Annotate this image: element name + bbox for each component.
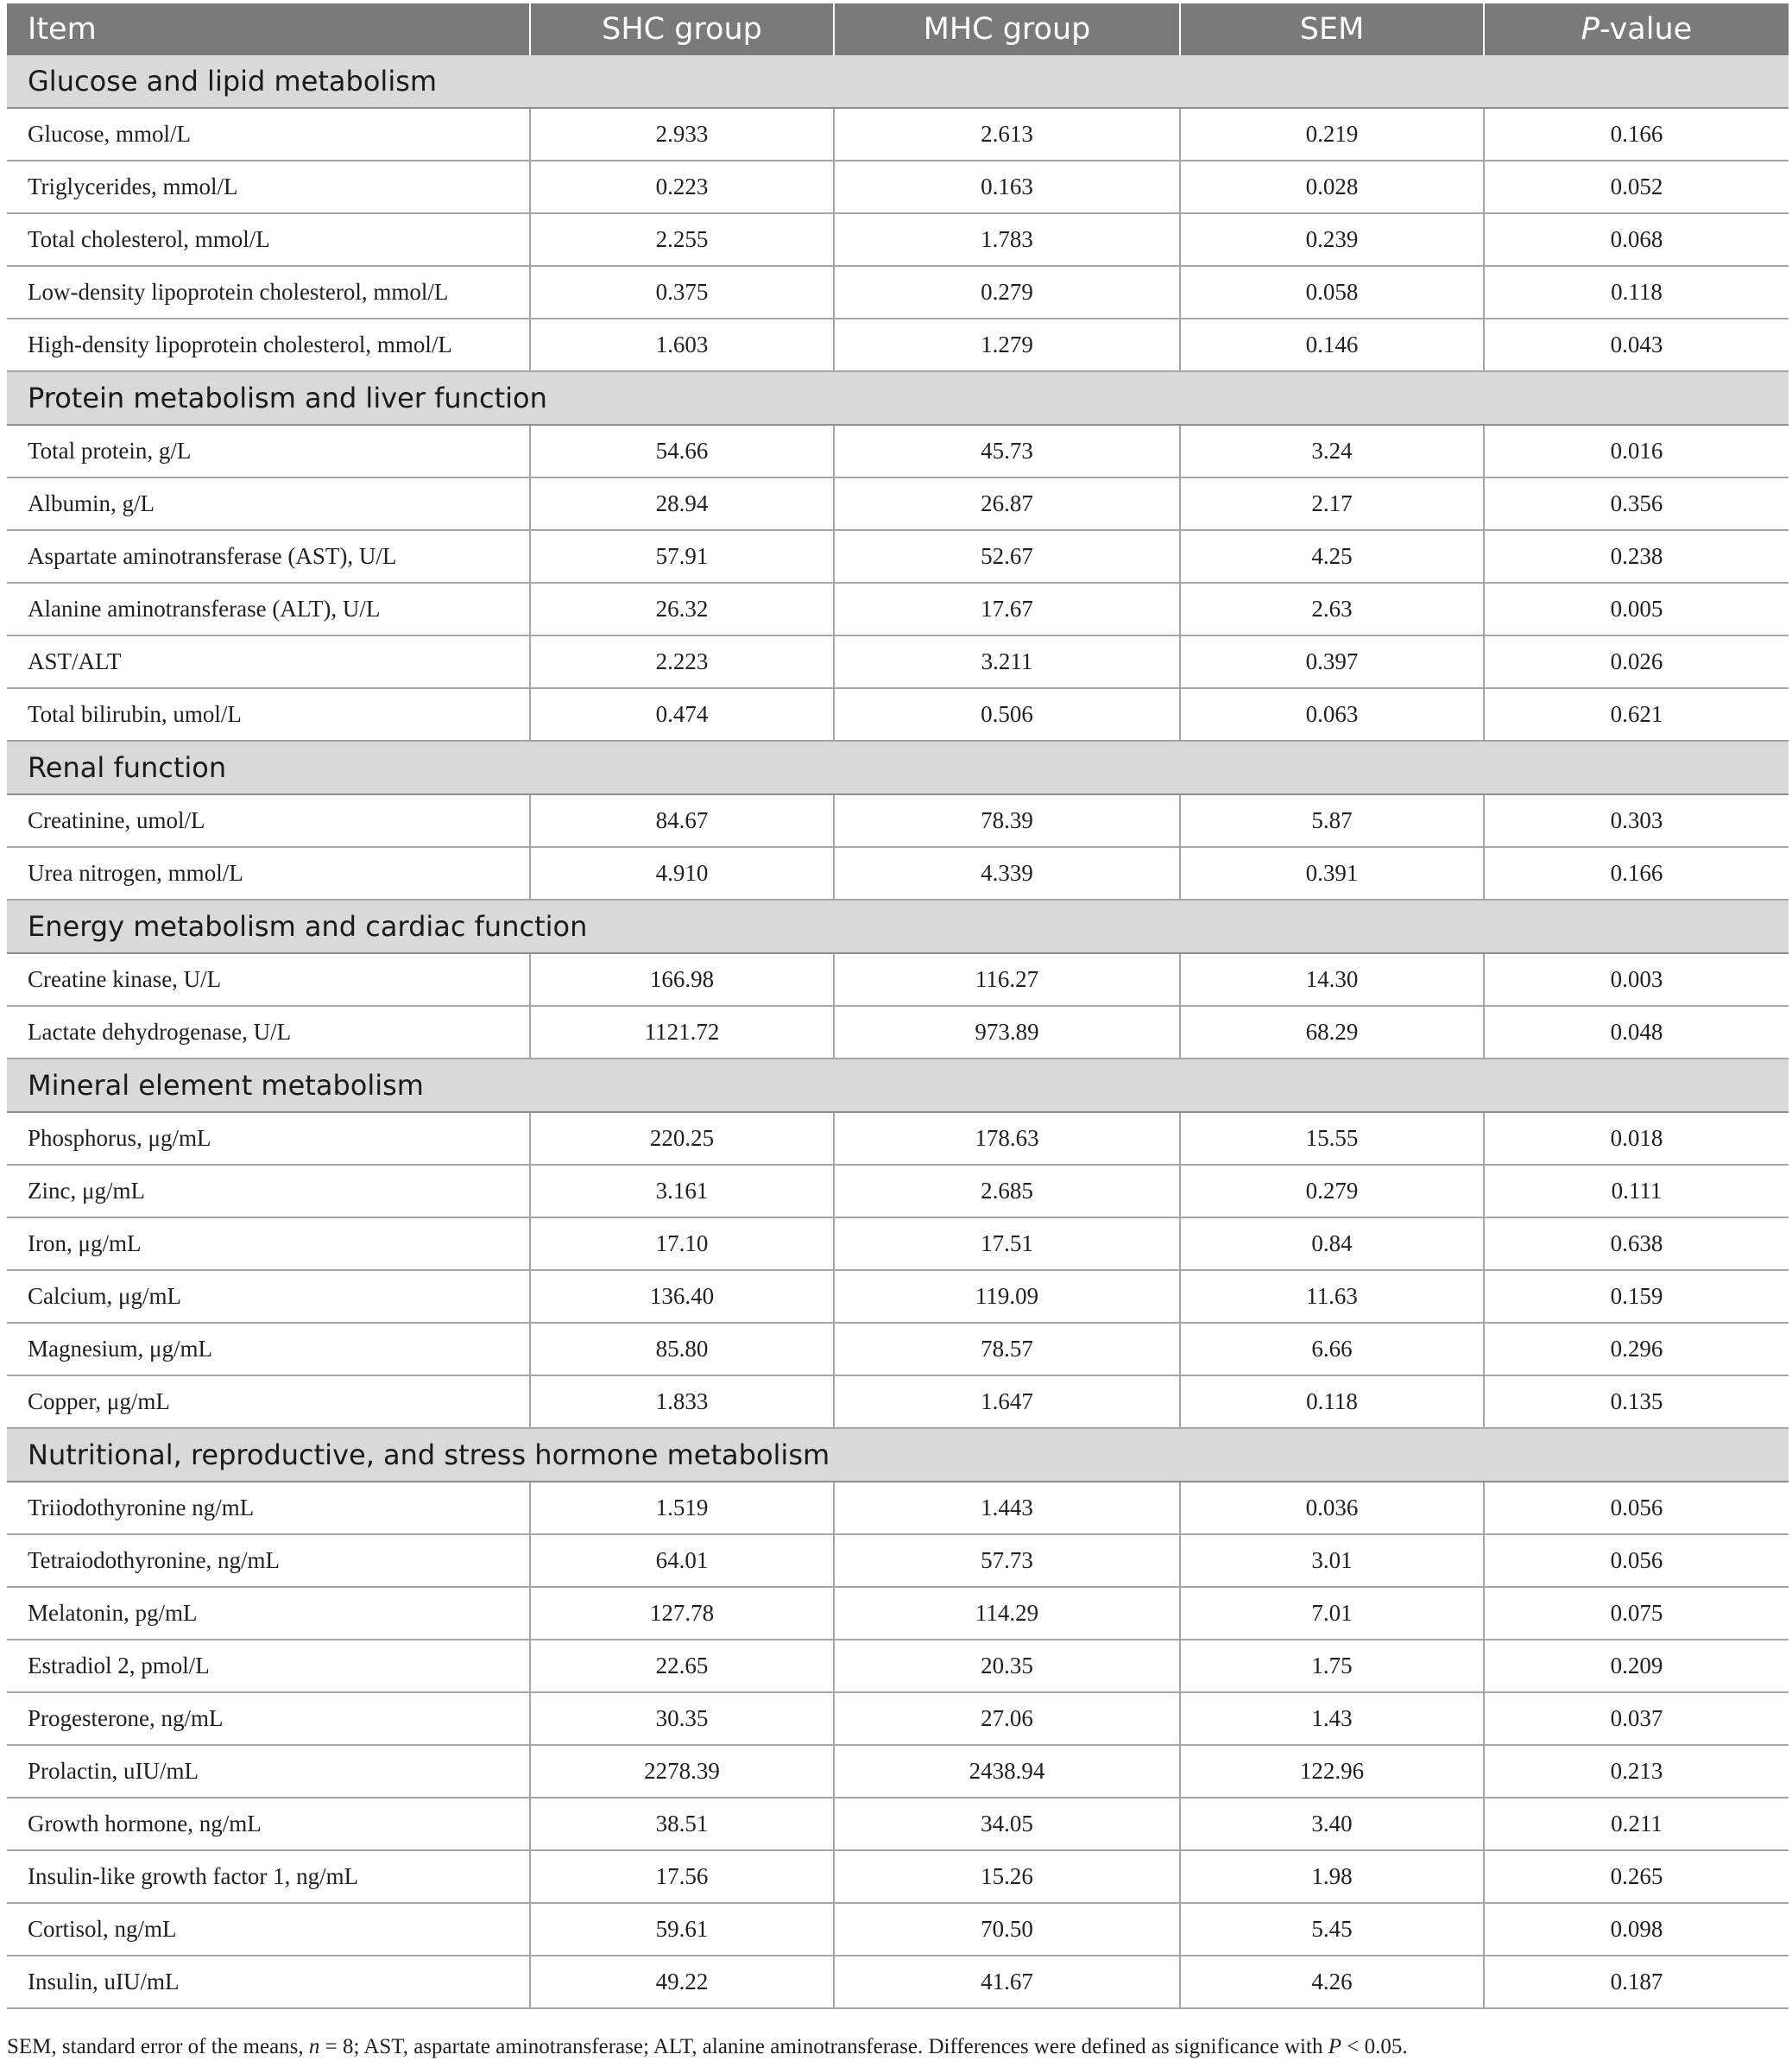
cell-sem-value: 15.55 bbox=[1180, 1112, 1484, 1165]
cell-item: Growth hormone, ng/mL bbox=[7, 1798, 530, 1850]
cell-sem-value: 5.45 bbox=[1180, 1903, 1484, 1956]
cell-mhc-value: 17.51 bbox=[834, 1217, 1180, 1270]
table-row bbox=[7, 1745, 1789, 1798]
cell-p-value: 0.166 bbox=[1484, 108, 1789, 161]
header-p-italic: P bbox=[1581, 12, 1600, 47]
section-header-row bbox=[7, 1428, 1789, 1482]
table-row bbox=[7, 425, 1789, 477]
cell-sem-value: 2.17 bbox=[1180, 477, 1484, 530]
cell-sem-value: 0.84 bbox=[1180, 1217, 1484, 1270]
cell-shc-value: 220.25 bbox=[530, 1112, 834, 1165]
header-item: Item bbox=[7, 3, 530, 55]
cell-sem-value: 5.87 bbox=[1180, 794, 1484, 847]
header-shc-group: SHC group bbox=[530, 3, 834, 55]
cell-mhc-value: 2.685 bbox=[834, 1165, 1180, 1217]
cell-item: Triiodothyronine ng/mL bbox=[7, 1482, 530, 1534]
table-row bbox=[7, 1798, 1789, 1850]
cell-item: Insulin, uIU/mL bbox=[7, 1956, 530, 2008]
cell-sem-value: 68.29 bbox=[1180, 1006, 1484, 1059]
cell-mhc-value: 57.73 bbox=[834, 1534, 1180, 1587]
cell-mhc-value: 0.279 bbox=[834, 266, 1180, 319]
cell-sem-value: 0.058 bbox=[1180, 266, 1484, 319]
footnote-p-italic: P bbox=[1328, 2035, 1341, 2058]
section-header-row bbox=[7, 1059, 1789, 1112]
cell-sem-value: 11.63 bbox=[1180, 1270, 1484, 1323]
cell-shc-value: 136.40 bbox=[530, 1270, 834, 1323]
cell-shc-value: 38.51 bbox=[530, 1798, 834, 1850]
cell-sem-value: 0.219 bbox=[1180, 108, 1484, 161]
cell-sem-value: 0.279 bbox=[1180, 1165, 1484, 1217]
cell-p-value: 0.211 bbox=[1484, 1798, 1789, 1850]
cell-shc-value: 59.61 bbox=[530, 1903, 834, 1956]
cell-shc-value: 1.603 bbox=[530, 319, 834, 371]
cell-sem-value: 0.146 bbox=[1180, 319, 1484, 371]
cell-shc-value: 28.94 bbox=[530, 477, 834, 530]
cell-p-value: 0.166 bbox=[1484, 847, 1789, 900]
table-row bbox=[7, 583, 1789, 635]
cell-shc-value: 57.91 bbox=[530, 530, 834, 583]
cell-mhc-value: 78.39 bbox=[834, 794, 1180, 847]
cell-p-value: 0.026 bbox=[1484, 635, 1789, 688]
table-row bbox=[7, 1640, 1789, 1692]
cell-item: Magnesium, μg/mL bbox=[7, 1323, 530, 1375]
cell-mhc-value: 1.279 bbox=[834, 319, 1180, 371]
cell-item: Iron, μg/mL bbox=[7, 1217, 530, 1270]
cell-mhc-value: 973.89 bbox=[834, 1006, 1180, 1059]
cell-p-value: 0.016 bbox=[1484, 425, 1789, 477]
cell-item: Albumin, g/L bbox=[7, 477, 530, 530]
section-header-row bbox=[7, 900, 1789, 953]
cell-sem-value: 6.66 bbox=[1180, 1323, 1484, 1375]
cell-sem-value: 3.40 bbox=[1180, 1798, 1484, 1850]
cell-item: Copper, μg/mL bbox=[7, 1375, 530, 1428]
cell-p-value: 0.003 bbox=[1484, 953, 1789, 1006]
cell-mhc-value: 0.163 bbox=[834, 161, 1180, 213]
cell-item: Urea nitrogen, mmol/L bbox=[7, 847, 530, 900]
table-row bbox=[7, 1587, 1789, 1640]
cell-p-value: 0.356 bbox=[1484, 477, 1789, 530]
cell-item: Total cholesterol, mmol/L bbox=[7, 213, 530, 266]
cell-p-value: 0.056 bbox=[1484, 1482, 1789, 1534]
cell-p-value: 0.187 bbox=[1484, 1956, 1789, 2008]
cell-shc-value: 0.223 bbox=[530, 161, 834, 213]
cell-shc-value: 4.910 bbox=[530, 847, 834, 900]
cell-item: Total protein, g/L bbox=[7, 425, 530, 477]
cell-item: Aspartate aminotransferase (AST), U/L bbox=[7, 530, 530, 583]
cell-shc-value: 127.78 bbox=[530, 1587, 834, 1640]
cell-sem-value: 4.25 bbox=[1180, 530, 1484, 583]
cell-mhc-value: 1.783 bbox=[834, 213, 1180, 266]
cell-shc-value: 84.67 bbox=[530, 794, 834, 847]
table-row bbox=[7, 108, 1789, 161]
cell-item: Total bilirubin, umol/L bbox=[7, 688, 530, 741]
cell-sem-value: 0.063 bbox=[1180, 688, 1484, 741]
cell-sem-value: 0.397 bbox=[1180, 635, 1484, 688]
section-title: Renal function bbox=[7, 741, 1789, 794]
cell-shc-value: 1.833 bbox=[530, 1375, 834, 1428]
cell-mhc-value: 70.50 bbox=[834, 1903, 1180, 1956]
cell-item: Low-density lipoprotein cholesterol, mmol/L bbox=[7, 266, 530, 319]
cell-p-value: 0.018 bbox=[1484, 1112, 1789, 1165]
section-title: Mineral element metabolism bbox=[7, 1059, 1789, 1112]
cell-sem-value: 3.24 bbox=[1180, 425, 1484, 477]
footnote-n-italic: n bbox=[308, 2035, 320, 2058]
cell-p-value: 0.048 bbox=[1484, 1006, 1789, 1059]
table-row bbox=[7, 1956, 1789, 2008]
header-sem: SEM bbox=[1180, 3, 1484, 55]
cell-shc-value: 1.519 bbox=[530, 1482, 834, 1534]
cell-item: Creatinine, umol/L bbox=[7, 794, 530, 847]
cell-p-value: 0.213 bbox=[1484, 1745, 1789, 1798]
section-header-row bbox=[7, 55, 1789, 108]
cell-shc-value: 2.933 bbox=[530, 108, 834, 161]
cell-shc-value: 26.32 bbox=[530, 583, 834, 635]
cell-p-value: 0.098 bbox=[1484, 1903, 1789, 1956]
table-body bbox=[7, 55, 1789, 2008]
section-title: Glucose and lipid metabolism bbox=[7, 55, 1789, 108]
table-row bbox=[7, 1375, 1789, 1428]
cell-mhc-value: 178.63 bbox=[834, 1112, 1180, 1165]
table-row bbox=[7, 1112, 1789, 1165]
cell-shc-value: 30.35 bbox=[530, 1692, 834, 1745]
cell-mhc-value: 78.57 bbox=[834, 1323, 1180, 1375]
cell-item: Alanine aminotransferase (ALT), U/L bbox=[7, 583, 530, 635]
cell-p-value: 0.296 bbox=[1484, 1323, 1789, 1375]
cell-p-value: 0.068 bbox=[1484, 213, 1789, 266]
cell-mhc-value: 26.87 bbox=[834, 477, 1180, 530]
cell-shc-value: 17.56 bbox=[530, 1850, 834, 1903]
table-row bbox=[7, 1006, 1789, 1059]
cell-shc-value: 17.10 bbox=[530, 1217, 834, 1270]
cell-sem-value: 14.30 bbox=[1180, 953, 1484, 1006]
cell-sem-value: 0.391 bbox=[1180, 847, 1484, 900]
footnote-part1: SEM, standard error of the means, bbox=[7, 2035, 309, 2058]
cell-p-value: 0.638 bbox=[1484, 1217, 1789, 1270]
cell-p-value: 0.621 bbox=[1484, 688, 1789, 741]
table-row bbox=[7, 1482, 1789, 1534]
cell-item: Progesterone, ng/mL bbox=[7, 1692, 530, 1745]
table-row bbox=[7, 530, 1789, 583]
cell-p-value: 0.118 bbox=[1484, 266, 1789, 319]
cell-p-value: 0.238 bbox=[1484, 530, 1789, 583]
cell-shc-value: 1121.72 bbox=[530, 1006, 834, 1059]
cell-shc-value: 49.22 bbox=[530, 1956, 834, 2008]
section-header-row bbox=[7, 741, 1789, 794]
cell-sem-value: 1.98 bbox=[1180, 1850, 1484, 1903]
cell-sem-value: 1.43 bbox=[1180, 1692, 1484, 1745]
cell-mhc-value: 1.443 bbox=[834, 1482, 1180, 1534]
table-footnote bbox=[7, 2035, 1408, 2059]
cell-mhc-value: 4.339 bbox=[834, 847, 1180, 900]
table-row bbox=[7, 213, 1789, 266]
table-header bbox=[7, 3, 1789, 55]
cell-shc-value: 64.01 bbox=[530, 1534, 834, 1587]
footnote-part2: = 8; AST, aspartate aminotransferase; ALT, alanine aminotransferase. Differences were defined as significance with bbox=[319, 2035, 1328, 2058]
cell-p-value: 0.111 bbox=[1484, 1165, 1789, 1217]
cell-sem-value: 0.118 bbox=[1180, 1375, 1484, 1428]
cell-sem-value: 4.26 bbox=[1180, 1956, 1484, 2008]
cell-p-value: 0.037 bbox=[1484, 1692, 1789, 1745]
cell-item: Zinc, μg/mL bbox=[7, 1165, 530, 1217]
cell-item: Glucose, mmol/L bbox=[7, 108, 530, 161]
cell-p-value: 0.209 bbox=[1484, 1640, 1789, 1692]
cell-p-value: 0.043 bbox=[1484, 319, 1789, 371]
cell-p-value: 0.005 bbox=[1484, 583, 1789, 635]
cell-mhc-value: 0.506 bbox=[834, 688, 1180, 741]
cell-shc-value: 2.255 bbox=[530, 213, 834, 266]
cell-p-value: 0.052 bbox=[1484, 161, 1789, 213]
cell-mhc-value: 45.73 bbox=[834, 425, 1180, 477]
cell-p-value: 0.135 bbox=[1484, 1375, 1789, 1428]
table-row bbox=[7, 847, 1789, 900]
header-mhc-group: MHC group bbox=[834, 3, 1180, 55]
cell-sem-value: 0.239 bbox=[1180, 213, 1484, 266]
cell-item: Prolactin, uIU/mL bbox=[7, 1745, 530, 1798]
results-table-container bbox=[7, 3, 1789, 2009]
section-title: Protein metabolism and liver function bbox=[7, 371, 1789, 425]
table-row bbox=[7, 688, 1789, 741]
cell-mhc-value: 119.09 bbox=[834, 1270, 1180, 1323]
table-row bbox=[7, 161, 1789, 213]
blood-parameters-table bbox=[7, 3, 1789, 2009]
section-title: Energy metabolism and cardiac function bbox=[7, 900, 1789, 953]
cell-sem-value: 1.75 bbox=[1180, 1640, 1484, 1692]
cell-mhc-value: 17.67 bbox=[834, 583, 1180, 635]
cell-sem-value: 7.01 bbox=[1180, 1587, 1484, 1640]
table-row bbox=[7, 1270, 1789, 1323]
cell-item: Lactate dehydrogenase, U/L bbox=[7, 1006, 530, 1059]
cell-mhc-value: 2438.94 bbox=[834, 1745, 1180, 1798]
cell-p-value: 0.056 bbox=[1484, 1534, 1789, 1587]
table-row bbox=[7, 1692, 1789, 1745]
footnote-part3: < 0.05. bbox=[1341, 2035, 1408, 2058]
cell-mhc-value: 20.35 bbox=[834, 1640, 1180, 1692]
cell-item: Calcium, μg/mL bbox=[7, 1270, 530, 1323]
table-row bbox=[7, 1903, 1789, 1956]
table-row bbox=[7, 794, 1789, 847]
cell-shc-value: 0.375 bbox=[530, 266, 834, 319]
table-row bbox=[7, 1217, 1789, 1270]
cell-item: High-density lipoprotein cholesterol, mmol/L bbox=[7, 319, 530, 371]
cell-item: Triglycerides, mmol/L bbox=[7, 161, 530, 213]
cell-shc-value: 22.65 bbox=[530, 1640, 834, 1692]
cell-p-value: 0.075 bbox=[1484, 1587, 1789, 1640]
cell-shc-value: 2.223 bbox=[530, 635, 834, 688]
cell-item: Cortisol, ng/mL bbox=[7, 1903, 530, 1956]
cell-sem-value: 0.036 bbox=[1180, 1482, 1484, 1534]
table-row bbox=[7, 1850, 1789, 1903]
header-row bbox=[7, 3, 1789, 55]
cell-shc-value: 166.98 bbox=[530, 953, 834, 1006]
cell-mhc-value: 15.26 bbox=[834, 1850, 1180, 1903]
cell-p-value: 0.265 bbox=[1484, 1850, 1789, 1903]
cell-mhc-value: 116.27 bbox=[834, 953, 1180, 1006]
table-row bbox=[7, 1534, 1789, 1587]
cell-sem-value: 3.01 bbox=[1180, 1534, 1484, 1587]
cell-mhc-value: 2.613 bbox=[834, 108, 1180, 161]
section-header-row bbox=[7, 371, 1789, 425]
cell-item: Insulin-like growth factor 1, ng/mL bbox=[7, 1850, 530, 1903]
table-row bbox=[7, 477, 1789, 530]
header-p-value bbox=[1484, 3, 1789, 55]
cell-sem-value: 0.028 bbox=[1180, 161, 1484, 213]
table-row bbox=[7, 266, 1789, 319]
cell-sem-value: 2.63 bbox=[1180, 583, 1484, 635]
cell-mhc-value: 27.06 bbox=[834, 1692, 1180, 1745]
cell-mhc-value: 3.211 bbox=[834, 635, 1180, 688]
cell-mhc-value: 1.647 bbox=[834, 1375, 1180, 1428]
cell-shc-value: 2278.39 bbox=[530, 1745, 834, 1798]
cell-p-value: 0.303 bbox=[1484, 794, 1789, 847]
header-p-suffix: -value bbox=[1599, 12, 1693, 47]
cell-p-value: 0.159 bbox=[1484, 1270, 1789, 1323]
cell-item: Phosphorus, μg/mL bbox=[7, 1112, 530, 1165]
cell-shc-value: 54.66 bbox=[530, 425, 834, 477]
cell-shc-value: 85.80 bbox=[530, 1323, 834, 1375]
table-row bbox=[7, 1165, 1789, 1217]
cell-item: AST/ALT bbox=[7, 635, 530, 688]
table-row bbox=[7, 635, 1789, 688]
cell-item: Estradiol 2, pmol/L bbox=[7, 1640, 530, 1692]
table-row bbox=[7, 953, 1789, 1006]
cell-sem-value: 122.96 bbox=[1180, 1745, 1484, 1798]
cell-mhc-value: 114.29 bbox=[834, 1587, 1180, 1640]
section-title: Nutritional, reproductive, and stress hormone metabolism bbox=[7, 1428, 1789, 1482]
cell-mhc-value: 34.05 bbox=[834, 1798, 1180, 1850]
cell-item: Melatonin, pg/mL bbox=[7, 1587, 530, 1640]
cell-mhc-value: 52.67 bbox=[834, 530, 1180, 583]
cell-item: Creatine kinase, U/L bbox=[7, 953, 530, 1006]
cell-mhc-value: 41.67 bbox=[834, 1956, 1180, 2008]
cell-shc-value: 3.161 bbox=[530, 1165, 834, 1217]
cell-item: Tetraiodothyronine, ng/mL bbox=[7, 1534, 530, 1587]
table-row bbox=[7, 1323, 1789, 1375]
cell-shc-value: 0.474 bbox=[530, 688, 834, 741]
table-row bbox=[7, 319, 1789, 371]
